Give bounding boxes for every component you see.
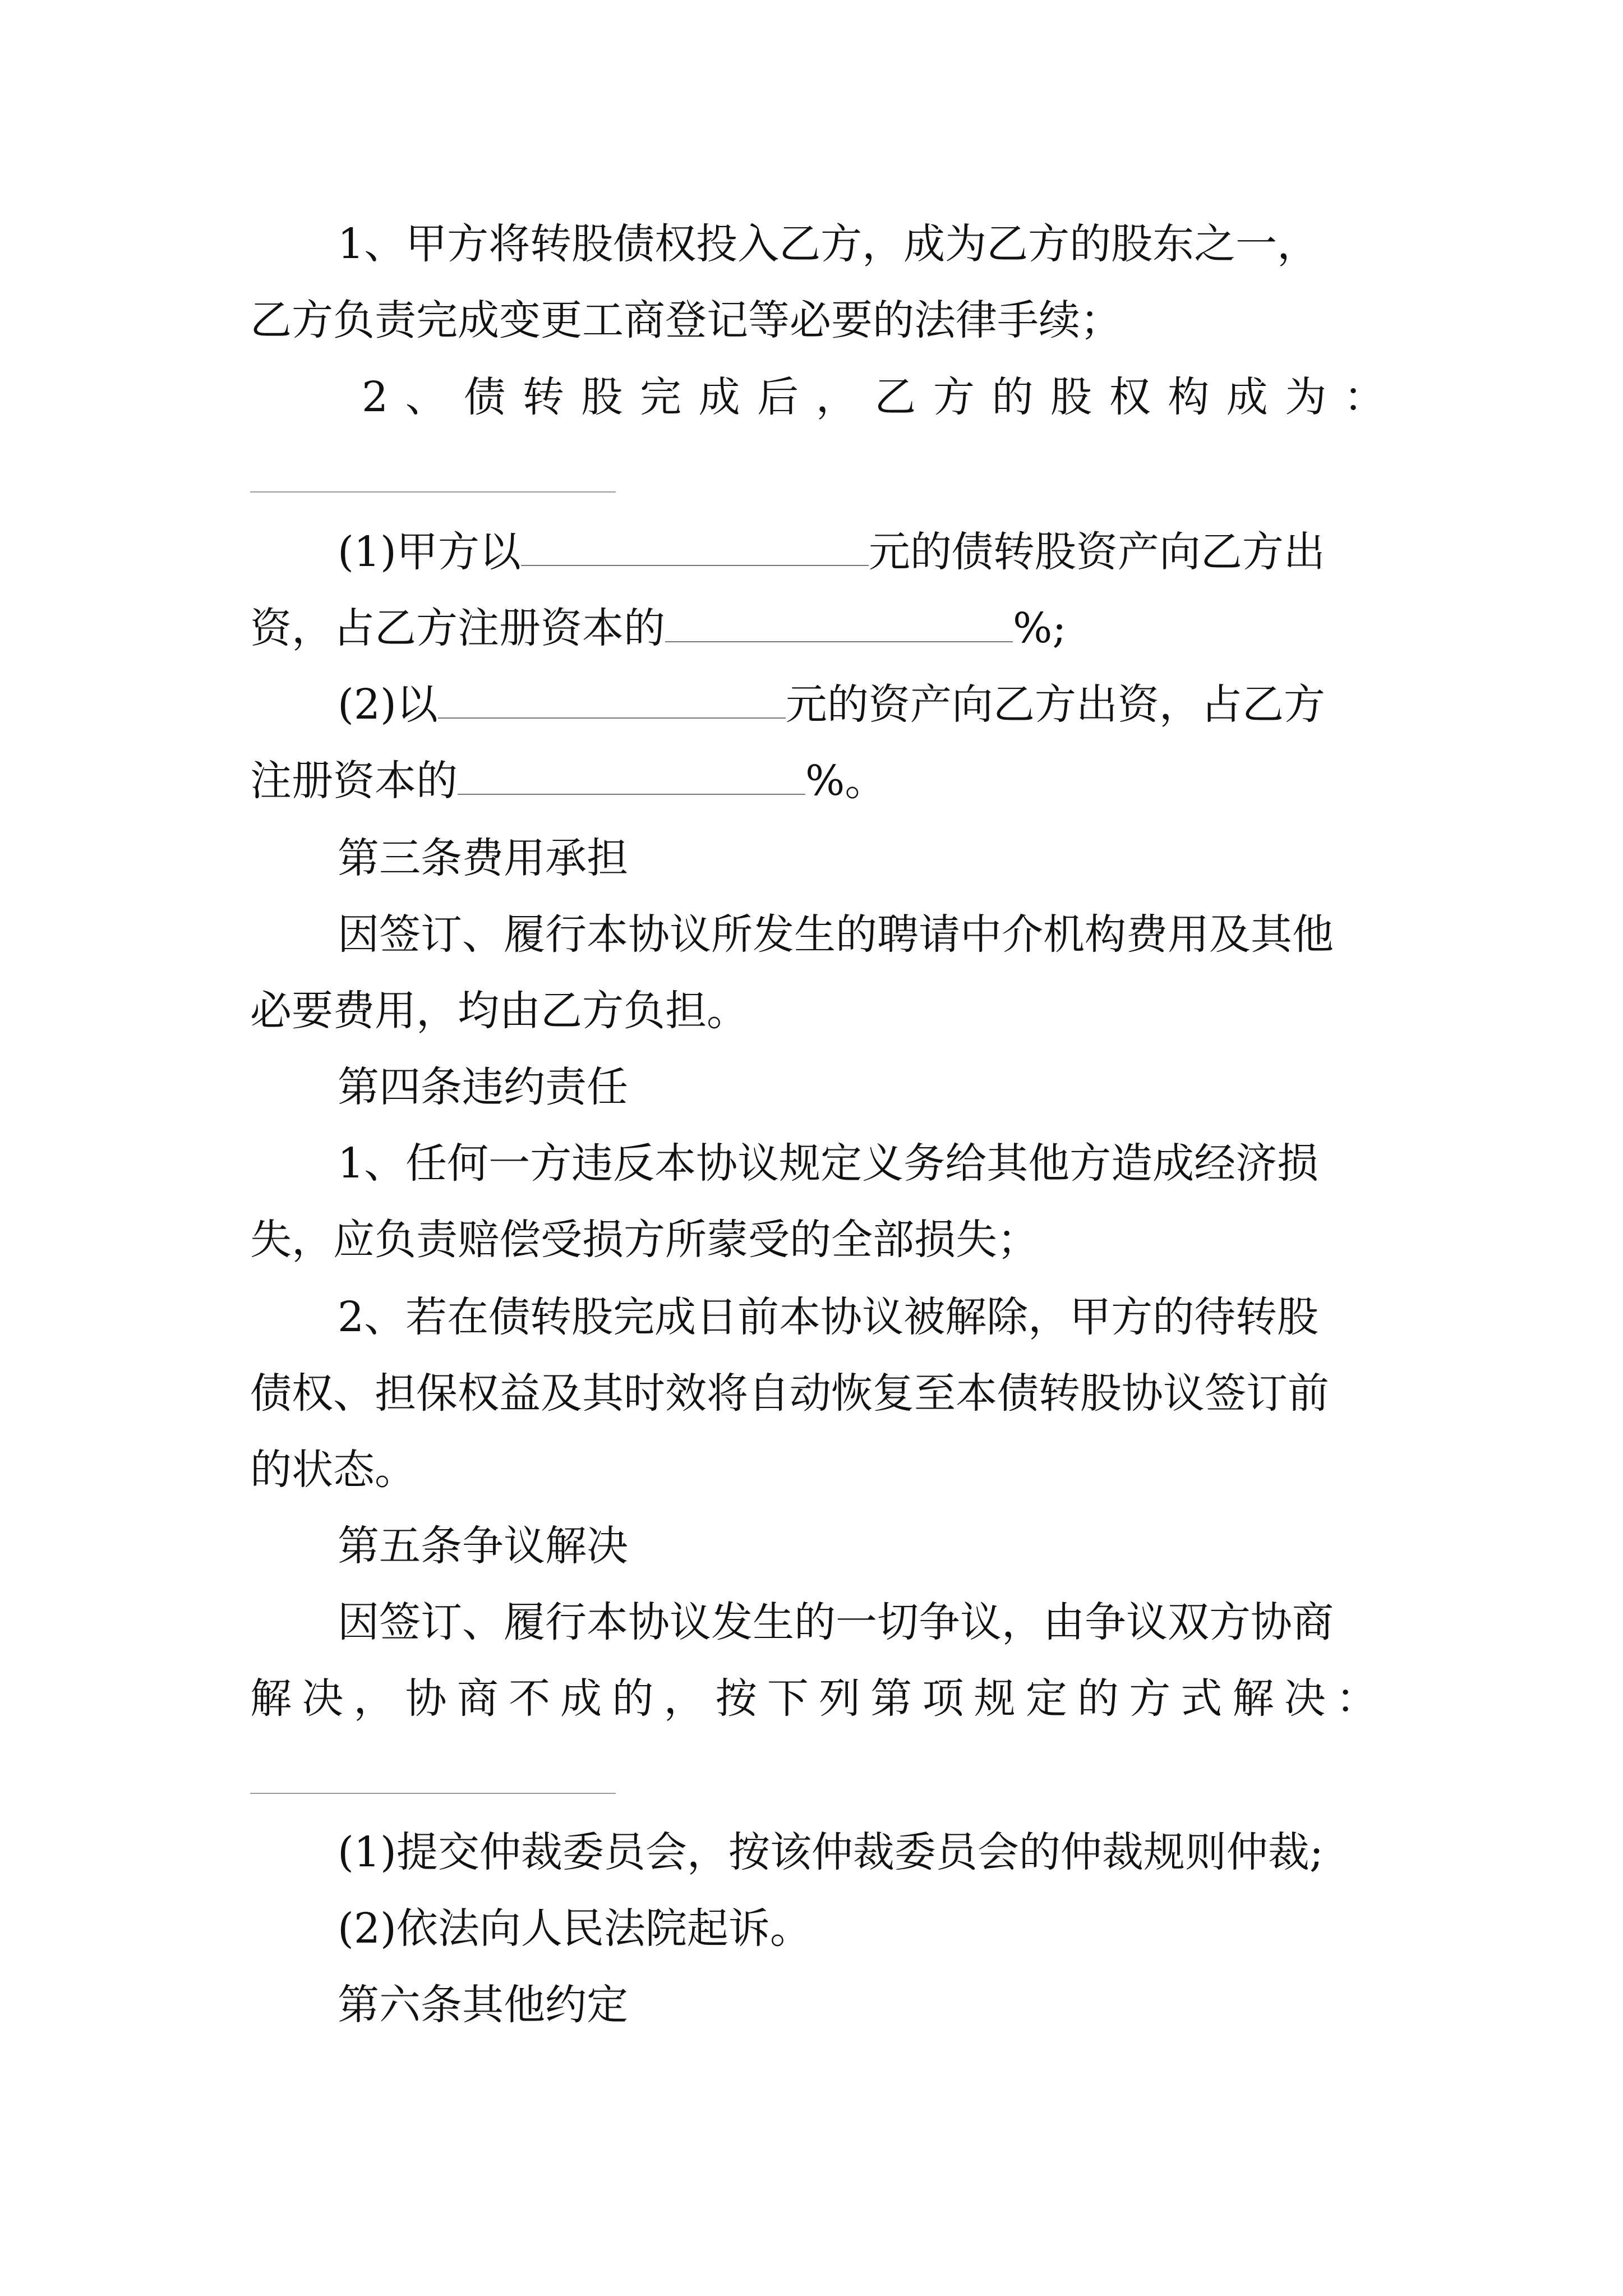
article5-char: 按: [715, 1674, 757, 1723]
p3-line2: [250, 601, 1066, 655]
article5-char: 商: [457, 1674, 499, 1723]
percentage-blank[interactable]: [665, 602, 1013, 642]
p2-char: 股: [1050, 373, 1092, 421]
article5-char: 解: [1232, 1674, 1274, 1723]
p2-char: 的: [992, 373, 1034, 421]
amount-blank[interactable]: [438, 678, 786, 719]
article4-item2-line2: 债权、担保权益及其时效将自动恢复至本债转股协议签订前: [250, 1369, 1329, 1418]
article5-char: ，: [663, 1674, 706, 1723]
article4-heading: 第四条违约责任: [338, 1063, 628, 1111]
p2-char: 权: [1109, 373, 1151, 421]
article5-char: 成: [560, 1674, 602, 1723]
article5-char: 项: [922, 1674, 964, 1723]
p2-line1: [362, 370, 1385, 424]
article6-heading: 第六条其他约定: [338, 1981, 628, 2029]
fill-in-rule: [250, 491, 616, 493]
amount-blank[interactable]: [521, 526, 869, 566]
p3-line1-suffix: 元的债转股资产向乙方出: [868, 528, 1325, 576]
article4-item1-line1: 1、任何一方违反本协议规定义务给其他方造成经济损: [338, 1139, 1319, 1188]
article4-item1-line2: 失，应负责赔偿受损方所蒙受的全部损失；: [250, 1216, 1039, 1264]
article5-char: 决: [1284, 1674, 1326, 1723]
article5-char: 解: [250, 1674, 292, 1723]
article5-char: 规: [974, 1674, 1016, 1723]
article5-char: 第: [870, 1674, 912, 1723]
article5-heading: 第五条争议解决: [338, 1522, 628, 1570]
p3-line1-prefix: (1)甲方以: [338, 528, 521, 576]
p2-char: 乙: [874, 373, 916, 421]
p4-line2-prefix: 注册资本的: [250, 757, 458, 805]
article5-option2: (2)依法向人民法院起诉。: [338, 1904, 811, 1953]
article5-char: 式: [1181, 1674, 1223, 1723]
article5-char: 的: [612, 1674, 654, 1723]
article5-char: 下: [767, 1674, 809, 1723]
p2-char: 方: [933, 373, 975, 421]
article5-line1: 因签订、履行本协议发生的一切争议，由争议双方协商: [338, 1598, 1334, 1646]
p2-char: ：: [1343, 373, 1385, 421]
p2-char: 、: [405, 373, 447, 421]
article5-char: 方: [1129, 1674, 1171, 1723]
article5-char: 不: [508, 1674, 550, 1723]
p1-line2: 乙方负责完成变更工商登记等必要的法律手续；: [250, 296, 1122, 344]
p2-char: 股: [581, 373, 623, 421]
fill-in-rule: [250, 1793, 616, 1794]
p2-char: ，: [815, 373, 857, 421]
p2-char: 2: [362, 373, 389, 421]
article5-char: 决: [302, 1674, 344, 1723]
p1-line1: 1、甲方将转股债权投入乙方，成为乙方的股东之一，: [338, 220, 1319, 268]
article5-char: 定: [1025, 1674, 1067, 1723]
p2-char: 为: [1285, 373, 1327, 421]
p2-char: 债: [464, 373, 506, 421]
p2-char: 构: [1168, 373, 1210, 421]
p2-char: 转: [522, 373, 564, 421]
article5-char: ：: [1335, 1674, 1377, 1723]
article3-heading: 第三条费用承担: [338, 834, 628, 882]
article5-line2: [250, 1672, 1377, 1726]
article3-line1: 因签订、履行本协议所发生的聘请中介机构费用及其他: [338, 910, 1334, 959]
article5-option1: (1)提交仲裁委员会，按该仲裁委员会的仲裁规则仲裁;: [338, 1828, 1324, 1876]
p2-char: 成: [1226, 373, 1268, 421]
percentage-blank[interactable]: [458, 754, 805, 795]
p2-char: 成: [698, 373, 740, 421]
p3-line1: [338, 525, 1325, 579]
p4-line2-suffix: %。: [805, 757, 887, 805]
article4-item2-line3: 的状态。: [250, 1446, 416, 1494]
article5-char: 的: [1077, 1674, 1119, 1723]
p4-line1: [338, 678, 1325, 731]
p4-line1-prefix: (2)以: [338, 680, 438, 729]
article4-item2-line1: 2、若在债转股完成日前本协议被解除，甲方的待转股: [338, 1293, 1319, 1341]
article5-char: 列: [819, 1674, 861, 1723]
p4-line2: [250, 754, 886, 808]
article5-char: ，: [353, 1674, 395, 1723]
article5-char: 协: [405, 1674, 447, 1723]
p2-char: 完: [639, 373, 681, 421]
p4-line1-suffix: 元的资产向乙方出资，占乙方: [785, 680, 1325, 729]
p3-line2-prefix: 资，占乙方注册资本的: [250, 604, 665, 652]
p2-char: 后: [757, 373, 799, 421]
p3-line2-suffix: %;: [1013, 604, 1067, 652]
article3-line2: 必要费用，均由乙方负担。: [250, 987, 748, 1035]
